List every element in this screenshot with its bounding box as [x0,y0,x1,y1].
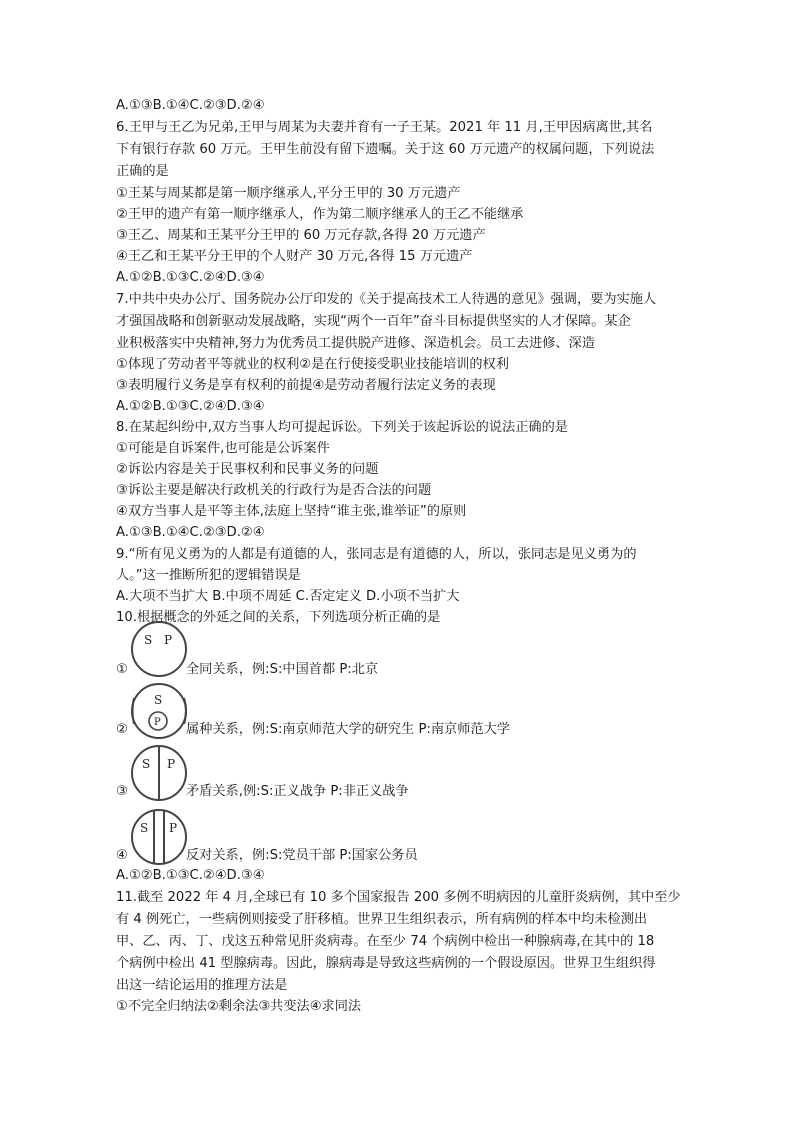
q8-item-1: ①可能是自诉案件,也可能是公诉案件 [116,441,330,456]
identity-relation-diagram [129,618,189,680]
diagram-1-s-label: S [144,633,153,647]
diagram-3-number: ③ [116,784,128,799]
diagram-4-caption: 反对关系，例:S:党员干部 P:国家公务员 [186,848,418,863]
diagram-2-p-label: P [154,717,161,728]
q8-item-3: ③诉讼主要是解决行政机关的行政行为是否合法的问题 [116,483,432,498]
q9-options: A.大项不当扩大 B.中项不周延 C.否定定义 D.小项不当扩大 [116,589,460,604]
q11-stem-line-2: 有 4 例死亡，一些病例则接受了肝移植。世界卫生组织表示，所有病例的样本中均未检测出 [116,912,648,927]
diagram-4-s-label: S [140,821,149,835]
contrary-relation-diagram [129,806,189,868]
q6-item-3: ③王乙、周某和王某平分王甲的 60 万元存款,各得 20 万元遗产 [116,228,486,243]
q6-stem-line-2: 下有银行存款 60 万元。王甲生前没有留下遗嘱。关于这 60 万元遗产的权属问题，下列说法 [116,142,655,157]
q8-item-4: ④双方当事人是平等主体,法庭上坚持“谁主张,谁举证”的原则 [116,504,467,519]
q8-item-2: ②诉讼内容是关于民事权利和民事义务的问题 [116,462,379,477]
diagram-3-caption: 矛盾关系,例:S:正义战争 P:非正义战争 [186,784,409,799]
q7-options: A.①②B.①③C.②④D.③④ [116,399,265,414]
q7-item-2: ③表明履行义务是享有权利的前提④是劳动者履行法定义务的表现 [116,378,496,393]
q10-options: A.①②B.①③C.②④D.③④ [116,868,265,883]
q10-stem: 10.根据概念的外延之间的关系，下列选项分析正确的是 [116,610,441,625]
q7-stem-line-1: 7.中共中央办公厅、国务院办公厅印发的《关于提高技术工人待遇的意见》强调，要为实施人 [116,292,657,307]
diagram-3-p-label: P [167,757,176,771]
contradictory-relation-diagram [129,742,189,804]
diagram-4-p-label: P [169,821,178,835]
q6-options: A.①②B.①③C.②④D.③④ [116,270,265,285]
diagram-1-caption: 全同关系，例:S:中国首都 P:北京 [186,662,379,677]
q7-item-1: ①体现了劳动者平等就业的权利②是在行使接受职业技能培训的权利 [116,357,509,372]
genus-species-relation-diagram [129,680,191,742]
q11-stem-line-1: 11.截至 2022 年 4 月,全球已有 10 多个国家报告 200 多例不明病因的儿童肝炎病例，其中至少 [116,890,681,905]
q11-stem-line-5: 出这一结论运用的推理方法是 [116,978,288,993]
q6-item-1: ①王某与周某都是第一顺序继承人,平分王甲的 30 万元遗产 [116,186,461,201]
q7-stem-line-3: 业积极落实中央精神,努力为优秀员工提供脱产进修、深造机会。员工去进修、深造 [116,336,595,351]
q8-options: A.①③B.①④C.②③D.②④ [116,525,265,540]
q11-stem-line-4: 个病例中检出 41 型腺病毒。因此，腺病毒是导致这些病例的一个假设原因。世界卫生组织得 [116,956,656,971]
diagram-3-s-label: S [142,757,151,771]
q9-stem-line-2: 人。”这一推断所犯的逻辑错误是 [116,568,301,583]
q6-stem-line-3: 正确的是 [116,164,169,179]
diagram-2-s-label: S [154,693,163,707]
q6-item-4: ④王乙和王某平分王甲的个人财产 30 万元,各得 15 万元遗产 [116,249,473,264]
q11-stem-line-3: 甲、乙、丙、丁、戊这五种常见肝炎病毒。在至少 74 个病例中检出一种腺病毒,在其中的 18 [116,934,655,949]
diagram-2-number: ② [116,722,128,737]
q9-stem-line-1: 9.“所有见义勇为的人都是有道德的人，张同志是有道德的人，所以，张同志是见义勇为的 [116,547,637,562]
q6-item-2: ②王甲的遗产有第一顺序继承人，作为第二顺序继承人的王乙不能继承 [116,207,524,222]
q6-stem-line-1: 6.王甲与王乙为兄弟,王甲与周某为夫妻并育有一子王某。2021 年 11 月,王甲因病离世,其名 [116,120,653,135]
diagram-1-number: ① [116,662,128,677]
q5-options: A.①③B.①④C.②③D.②④ [116,98,265,113]
q11-items: ①不完全归纳法②剩余法③共变法④求同法 [116,999,362,1014]
q7-stem-line-2: 才强国战略和创新驱动发展战略，实现“两个一百年”奋斗目标提供坚实的人才保障。某企 [116,314,631,329]
diagram-2-caption: 属种关系，例:S:南京师范大学的研究生 P:南京师范大学 [186,722,510,737]
diagram-4-number: ④ [116,848,128,863]
q8-stem: 8.在某起纠纷中,双方当事人均可提起诉讼。下列关于该起诉讼的说法正确的是 [116,420,568,435]
diagram-1-p-label: P [164,633,173,647]
